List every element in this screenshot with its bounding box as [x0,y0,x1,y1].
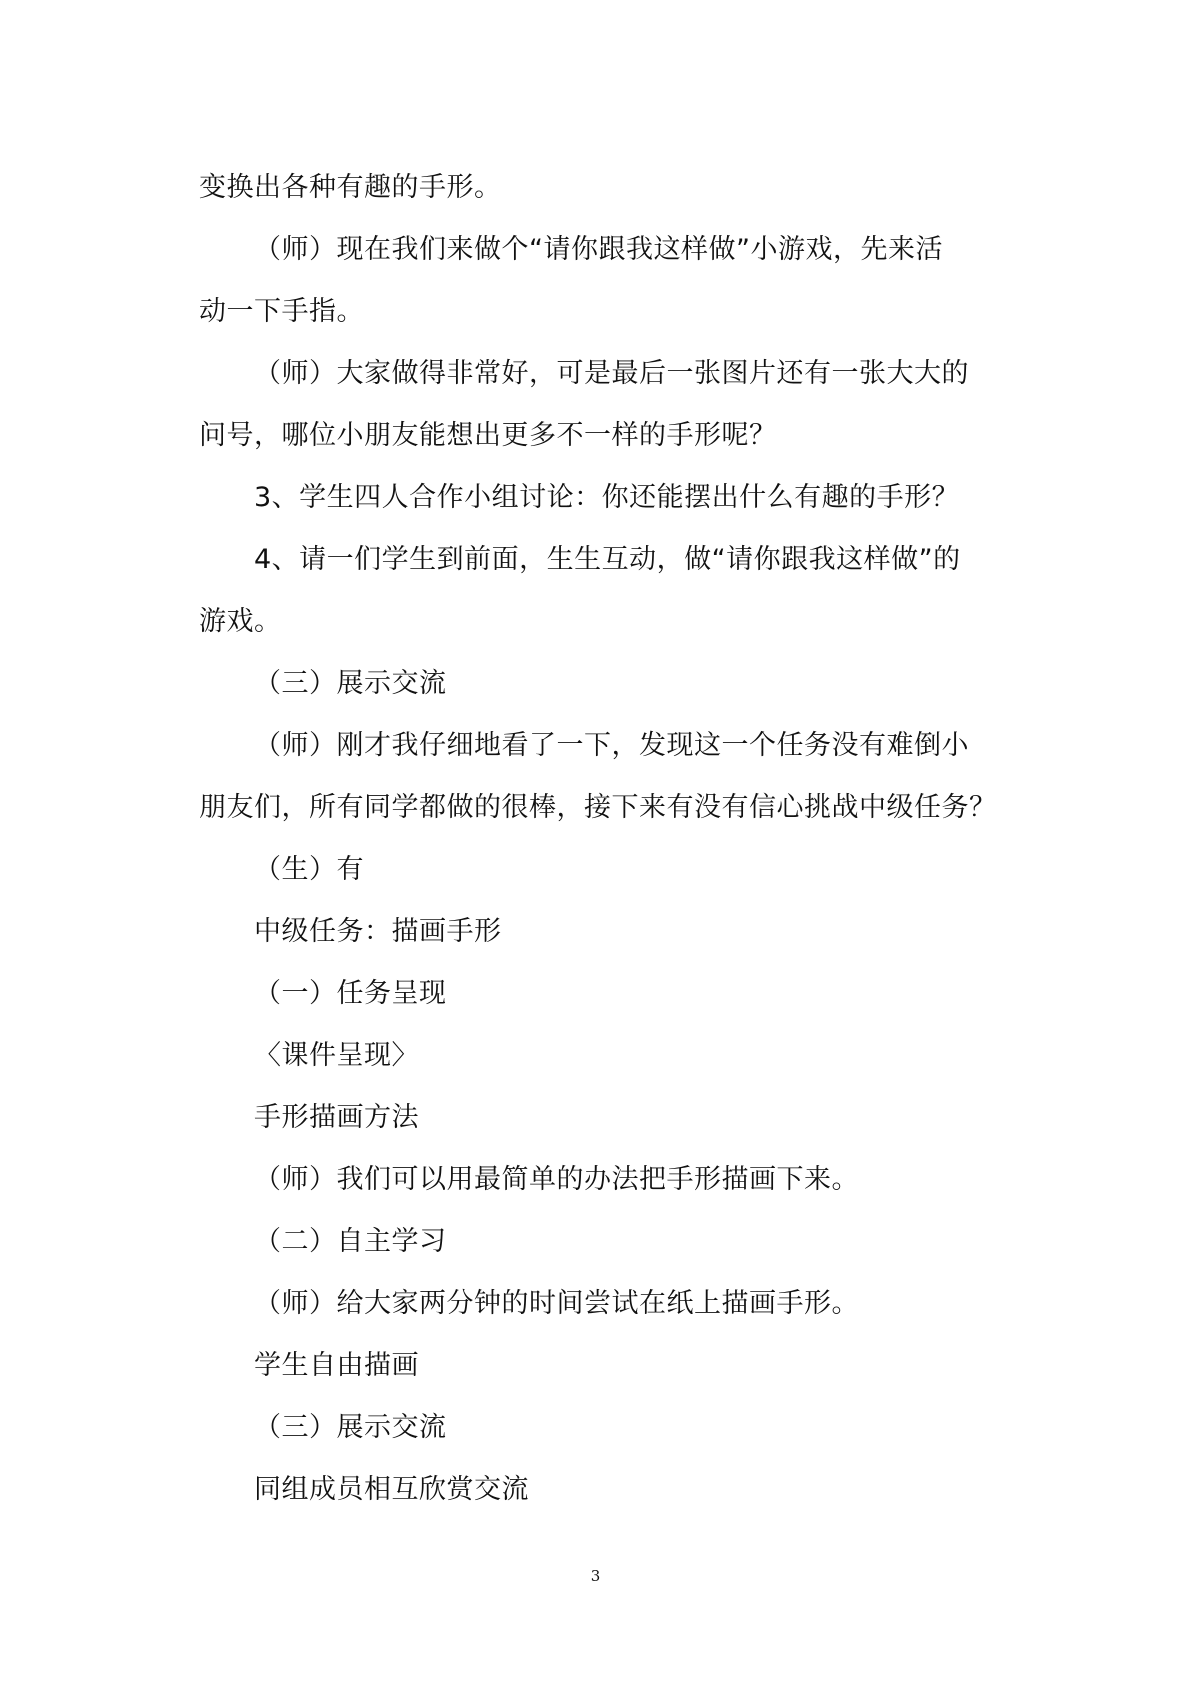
text-line: （师）给大家两分钟的时间尝试在纸上描画手形。 [254,1288,859,1319]
text-line: 同组成员相互欣赏交流 [254,1474,529,1505]
text-line: 问号，哪位小朋友能想出更多不一样的手形呢？ [199,420,777,451]
text-line: 手形描画方法 [254,1102,419,1133]
section-heading: （三）展示交流 [254,1412,447,1443]
text-line: 朋友们，所有同学都做的很棒，接下来有没有信心挑战中级任务？ [199,792,997,823]
text-line: 3、学生四人合作小组讨论：你还能摆出什么有趣的手形？ [254,482,960,513]
section-heading: （三）展示交流 [254,668,447,699]
page-number: 3 [590,1567,601,1585]
text-line: 游戏。 [199,606,282,637]
text-line: 变换出各种有趣的手形。 [199,172,502,203]
section-heading: 中级任务：描画手形 [254,916,502,947]
text-line: （师）大家做得非常好，可是最后一张图片还有一张大大的 [254,358,969,389]
text-line: 学生自由描画 [254,1350,419,1381]
section-heading: （二）自主学习 [254,1226,447,1257]
text-line: （师）我们可以用最简单的办法把手形描画下来。 [254,1164,859,1195]
section-heading: （一）任务呈现 [254,978,447,1009]
text-line: （生）有 [254,854,364,885]
text-line: （师）现在我们来做个“请你跟我这样做”小游戏，先来活 [254,234,943,265]
text-line: （师）刚才我仔细地看了一下，发现这一个任务没有难倒小 [254,730,969,761]
text-line: 〈课件呈现〉 [254,1040,419,1071]
text-line: 动一下手指。 [199,296,364,327]
text-line: 4、请一们学生到前面，生生互动，做“请你跟我这样做”的 [254,544,961,575]
